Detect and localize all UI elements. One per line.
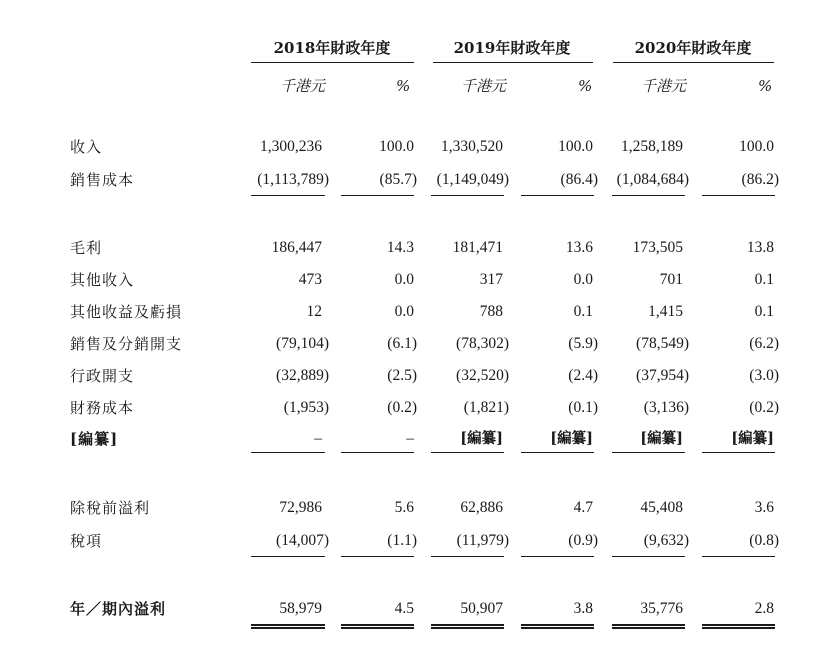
- table-cell: 0.1: [754, 271, 774, 288]
- table-cell: 50,907: [460, 600, 503, 617]
- year-header-2020: 2020年財政年度: [634, 39, 752, 57]
- table-cell: 14.3: [386, 239, 414, 256]
- subtotal-rule: [251, 452, 325, 453]
- row-label-finance-costs: 財務成本: [70, 399, 135, 417]
- total-double-rule: [612, 624, 685, 629]
- row-label-profit-for-year: 年／期內溢利: [70, 600, 167, 618]
- unit-percent: %: [758, 77, 773, 95]
- table-cell: (3,136): [643, 399, 689, 416]
- table-cell: (5.9): [568, 335, 598, 352]
- table-cell: (79,104): [276, 335, 329, 352]
- table-cell: (86.4): [560, 171, 598, 188]
- table-cell: 3.6: [754, 499, 774, 516]
- year-header-2018: 2018年財政年度: [273, 39, 391, 57]
- table-cell: 45,408: [640, 499, 683, 516]
- total-double-rule: [251, 624, 325, 629]
- subtotal-rule: [431, 556, 504, 557]
- year-header-rule: [433, 62, 593, 63]
- year-header-2019: 2019年財政年度: [453, 39, 571, 57]
- row-label-admin-expenses: 行政開支: [70, 367, 135, 385]
- table-cell: 788: [479, 303, 503, 320]
- subtotal-rule: [702, 452, 775, 453]
- table-cell: 4.5: [394, 600, 414, 617]
- table-cell: (3.0): [749, 367, 779, 384]
- table-cell: (78,549): [636, 335, 689, 352]
- table-cell: (32,520): [456, 367, 509, 384]
- subtotal-rule: [612, 195, 685, 196]
- table-cell: (2.5): [387, 367, 417, 384]
- table-cell: (78,302): [456, 335, 509, 352]
- table-cell: (0.9): [568, 532, 598, 549]
- table-cell: (1,149,049): [436, 171, 509, 188]
- table-cell: (0.1): [568, 399, 598, 416]
- table-cell: (0.2): [387, 399, 417, 416]
- table-cell: 181,471: [452, 239, 503, 256]
- subtotal-rule: [251, 556, 325, 557]
- table-cell: (1.1): [387, 532, 417, 549]
- unit-amount: 千港元: [461, 77, 507, 95]
- table-cell: 186,447: [271, 239, 322, 256]
- row-label-other-income: 其他收入: [70, 271, 135, 289]
- table-cell: (6.2): [749, 335, 779, 352]
- total-double-rule: [521, 624, 594, 629]
- table-cell: 100.0: [739, 138, 774, 155]
- table-cell: (6.1): [387, 335, 417, 352]
- table-cell: [編纂]: [731, 430, 774, 447]
- table-cell: 35,776: [640, 600, 683, 617]
- table-cell: (32,889): [276, 367, 329, 384]
- table-cell: 0.0: [394, 303, 414, 320]
- table-cell: (1,084,684): [616, 171, 689, 188]
- subtotal-rule: [431, 452, 504, 453]
- total-double-rule: [341, 624, 414, 629]
- table-cell: (86.2): [741, 171, 779, 188]
- table-cell: 62,886: [460, 499, 503, 516]
- table-cell: 1,258,189: [621, 138, 683, 155]
- table-cell: 701: [659, 271, 683, 288]
- subtotal-rule: [521, 556, 594, 557]
- table-cell: (1,953): [283, 399, 329, 416]
- row-label-profit-before-tax: 除稅前溢利: [70, 499, 151, 517]
- unit-amount: 千港元: [641, 77, 687, 95]
- table-cell: (85.7): [379, 171, 417, 188]
- table-cell: (14,007): [276, 532, 329, 549]
- table-cell: 5.6: [394, 499, 414, 516]
- row-label-cost-of-sales: 銷售成本: [70, 171, 135, 189]
- unit-percent: %: [396, 77, 411, 95]
- table-cell: 473: [298, 271, 322, 288]
- row-label-other-gains-losses: 其他收益及虧損: [70, 303, 183, 321]
- total-double-rule: [431, 624, 504, 629]
- subtotal-rule: [702, 195, 775, 196]
- table-cell: 2.8: [754, 600, 774, 617]
- table-cell: 4.7: [573, 499, 593, 516]
- unit-percent: %: [578, 77, 593, 95]
- table-cell: (1,113,789): [257, 171, 329, 188]
- unit-amount: 千港元: [280, 77, 326, 95]
- total-double-rule: [702, 624, 775, 629]
- row-label-tax: 稅項: [70, 532, 103, 550]
- row-label-gross-profit: 毛利: [70, 239, 103, 257]
- table-cell: (2.4): [568, 367, 598, 384]
- table-cell: 317: [479, 271, 503, 288]
- table-cell: 72,986: [279, 499, 322, 516]
- table-cell: –: [314, 430, 322, 447]
- subtotal-rule: [341, 556, 414, 557]
- year-header-rule: [251, 62, 414, 63]
- subtotal-rule: [521, 195, 594, 196]
- year-header-rule: [613, 62, 774, 63]
- table-cell: 0.0: [573, 271, 593, 288]
- subtotal-rule: [251, 195, 325, 196]
- table-cell: (9,632): [643, 532, 689, 549]
- row-label-revenue: 收入: [70, 138, 103, 156]
- table-cell: 0.0: [394, 271, 414, 288]
- table-cell: 0.1: [573, 303, 593, 320]
- table-cell: (11,979): [456, 532, 509, 549]
- subtotal-rule: [612, 452, 685, 453]
- table-cell: (0.2): [749, 399, 779, 416]
- subtotal-rule: [431, 195, 504, 196]
- table-cell: 13.6: [565, 239, 593, 256]
- subtotal-rule: [612, 556, 685, 557]
- table-cell: 1,330,520: [441, 138, 503, 155]
- table-cell: 1,300,236: [260, 138, 322, 155]
- row-label-redacted: [編纂]: [70, 430, 119, 448]
- table-cell: 13.8: [746, 239, 774, 256]
- table-cell: (37,954): [636, 367, 689, 384]
- table-cell: –: [406, 430, 414, 447]
- row-label-selling-distribution: 銷售及分銷開支: [70, 335, 183, 353]
- table-cell: 1,415: [648, 303, 683, 320]
- table-cell: 100.0: [379, 138, 414, 155]
- table-cell: 12: [306, 303, 322, 320]
- table-cell: 0.1: [754, 303, 774, 320]
- table-cell: (0.8): [749, 532, 779, 549]
- table-cell: (1,821): [463, 399, 509, 416]
- table-cell: [編纂]: [550, 430, 593, 447]
- table-cell: 100.0: [558, 138, 593, 155]
- table-cell: [編纂]: [460, 430, 503, 447]
- table-cell: 3.8: [573, 600, 593, 617]
- table-cell: 58,979: [279, 600, 322, 617]
- table-cell: 173,505: [632, 239, 683, 256]
- table-cell: [編纂]: [640, 430, 683, 447]
- subtotal-rule: [521, 452, 594, 453]
- subtotal-rule: [341, 195, 414, 196]
- subtotal-rule: [702, 556, 775, 557]
- subtotal-rule: [341, 452, 414, 453]
